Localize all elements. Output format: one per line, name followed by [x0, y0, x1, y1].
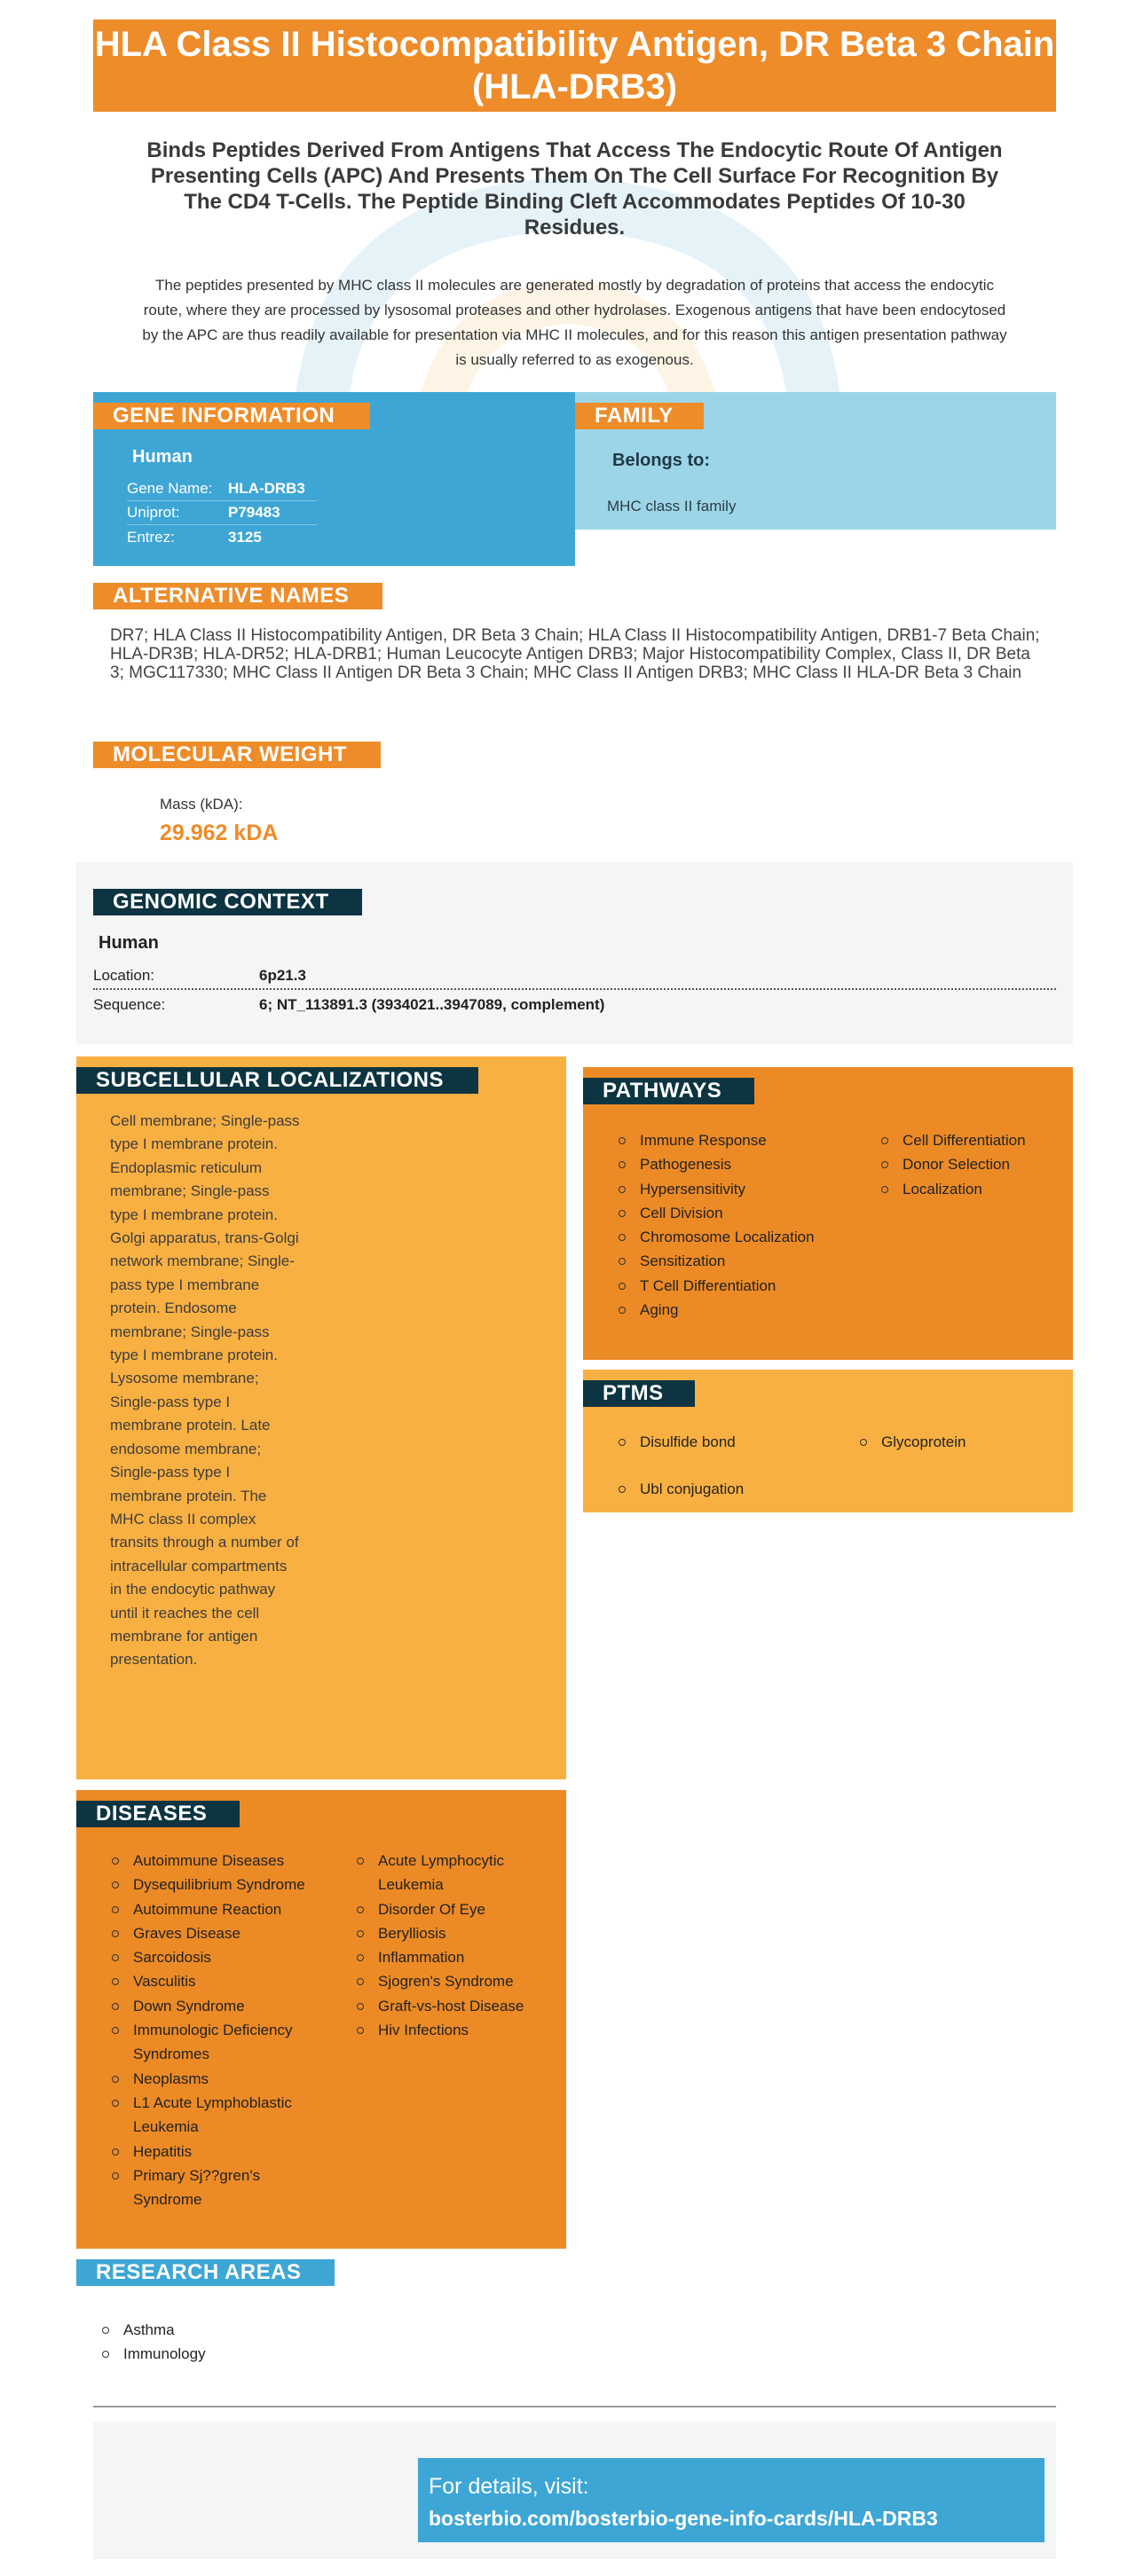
details-link-box[interactable]	[418, 2458, 1044, 2542]
ptm-item: Glycoprotein	[860, 1430, 1037, 1454]
ptms-list-col1	[619, 1430, 849, 1525]
family-belongs-label: Belongs to:	[612, 451, 710, 470]
genomic-location-row	[93, 963, 1056, 990]
gene-row-value: 3125	[228, 528, 262, 546]
research-area-item: Asthma	[102, 2318, 368, 2342]
disease-item: Sjogren's Syndrome	[357, 1969, 552, 1993]
molecular-weight-heading: MOLECULAR WEIGHT	[93, 742, 381, 768]
pathway-item: Chromosome Localization	[619, 1225, 849, 1249]
location-value: 6p21.3	[259, 967, 306, 984]
gene-info-table	[127, 477, 317, 549]
disease-item: Acute Lymphocytic Leukemia	[357, 1849, 552, 1897]
diseases-section	[76, 1790, 566, 2249]
family-section	[575, 392, 1056, 530]
alternative-names-text: DR7; HLA Class II Histocompatibility Antigen, DR Beta 3 Chain; HLA Class II Histocompatibility Antigen, DRB1-7 Beta Chain; HLA-DR3B; HLA-DR52; HLA-DRB1; Human Leucocyte Antigen DRB3; Major Histocompatibility Complex, Class II, DR Beta 3; MGC117330; MHC Class II Antigen DR Beta 3 Chain; MHC Class II Antigen DRB3; MHC Class II HLA-DR Beta 3 Chain	[110, 626, 1040, 682]
mass-value: 29.962 kDA	[160, 821, 279, 845]
ptm-item: Disulfide bond	[619, 1430, 849, 1454]
ptms-section	[583, 1370, 1073, 1512]
disease-item: Autoimmune Diseases	[112, 1849, 325, 1873]
disease-item: Graves Disease	[112, 1921, 325, 1945]
pathway-item: Cell Differentiation	[881, 1128, 1059, 1152]
pathways-list-col1	[619, 1128, 849, 1322]
genomic-context-heading: GENOMIC CONTEXT	[93, 889, 362, 915]
genomic-context-section	[76, 862, 1073, 1044]
gene-information-heading: GENE INFORMATION	[93, 403, 370, 429]
disease-item: Neoplasms	[112, 2067, 325, 2091]
diseases-list-col1	[112, 1849, 325, 2211]
disease-item: Sarcoidosis	[112, 1945, 325, 1969]
sequence-label: Sequence:	[93, 996, 166, 1013]
pathway-item: T Cell Differentiation	[619, 1274, 849, 1298]
gene-row-value: HLA-DRB3	[228, 480, 305, 497]
gene-information-section	[93, 392, 575, 566]
pathway-item: Donor Selection	[881, 1152, 1059, 1176]
details-url-link[interactable]: bosterbio.com/bosterbio-gene-info-cards/HLA-DRB3	[429, 2507, 938, 2530]
ptms-heading: PTMS	[583, 1380, 695, 1407]
alternative-names-heading: ALTERNATIVE NAMES	[93, 583, 382, 609]
function-summary: Binds Peptides Derived From Antigens That Access The Endocytic Route Of Antigen Presenting Cells (APC) And Presents Them On The Cell Surface For Recognition By The CD4 T-Cells. The Peptide Binding Cleft Accommodates Peptides Of 10-30 Residues.	[146, 138, 1003, 240]
pathway-item: Sensitization	[619, 1249, 849, 1273]
pathways-list-col2	[881, 1128, 1059, 1201]
pathway-item: Pathogenesis	[619, 1152, 849, 1176]
disease-item: Dysequilibrium Syndrome	[112, 1873, 325, 1897]
pathway-item: Hypersensitivity	[619, 1177, 849, 1201]
gene-row-value: P79483	[228, 504, 280, 521]
sequence-value: 6; NT_113891.3 (3934021..3947089, complement)	[259, 996, 605, 1013]
disease-item: Primary Sj??gren's Syndrome	[112, 2164, 325, 2212]
gene-row-label: Entrez:	[127, 528, 175, 546]
ptms-list-col2	[860, 1430, 1037, 1454]
gene-row-label: Uniprot:	[127, 504, 180, 521]
diseases-heading: DISEASES	[76, 1801, 240, 1827]
gene-row-name	[127, 477, 317, 501]
subcellular-heading: SUBCELLULAR LOCALIZATIONS	[76, 1067, 478, 1094]
disease-item: Down Syndrome	[112, 1994, 325, 2018]
title-banner	[93, 20, 1056, 112]
location-label: Location:	[93, 967, 154, 984]
disease-item: Vasculitis	[112, 1969, 325, 1993]
gene-organism: Human	[132, 447, 193, 467]
gene-row-entrez	[127, 525, 317, 549]
disease-item: L1 Acute Lymphoblastic Leukemia	[112, 2091, 325, 2140]
pathway-item: Immune Response	[619, 1128, 849, 1152]
research-area-item: Immunology	[102, 2342, 368, 2366]
gene-row-label: Gene Name:	[127, 480, 213, 497]
diseases-list-col2	[357, 1849, 552, 2042]
research-areas-list	[102, 2318, 368, 2367]
pathways-section	[583, 1067, 1073, 1360]
pathways-heading: PATHWAYS	[583, 1078, 754, 1104]
disease-item: Immunologic Deficiency Syndromes	[112, 2018, 325, 2067]
pathway-item: Localization	[881, 1177, 1059, 1201]
disease-item: Autoimmune Reaction	[112, 1897, 325, 1921]
ptm-item: Ubl conjugation	[619, 1477, 849, 1501]
subcellular-text: Cell membrane; Single-pass type I membrane protein. Endoplasmic reticulum membrane; Single-pass type I membrane protein. Golgi apparatus, trans-Golgi network membrane; Single-pass type I membrane protein. Endosome membrane; Single-pass type I membrane protein. Lysosome membrane; Single-pass type I membrane protein. Late endosome membrane; Single-pass type I membrane protein. The MHC class II complex transits through a number of intracellular compartments in the endocytic pathway until it reaches the cell membrane for antigen presentation.	[110, 1112, 300, 1669]
gene-row-uniprot	[127, 501, 317, 525]
disease-item: Inflammation	[357, 1945, 552, 1969]
pathway-item: Aging	[619, 1298, 849, 1322]
research-areas-heading: RESEARCH AREAS	[76, 2259, 335, 2286]
page-title: HLA Class II Histocompatibility Antigen, DR Beta 3 Chain (HLA-DRB3)	[94, 25, 1055, 106]
disease-item: Disorder Of Eye	[357, 1897, 552, 1921]
family-value: MHC class II family	[607, 498, 737, 514]
disease-item: Graft-vs-host Disease	[357, 1994, 552, 2018]
subcellular-localizations-section	[76, 1056, 566, 1779]
family-heading: FAMILY	[575, 403, 704, 429]
genomic-organism: Human	[99, 933, 159, 953]
disease-item: Berylliosis	[357, 1921, 552, 1945]
disease-item: Hiv Infections	[357, 2018, 552, 2042]
mass-label: Mass (kDA):	[160, 796, 243, 813]
details-label: For details, visit:	[429, 2474, 589, 2499]
genomic-sequence-row	[93, 992, 1056, 1018]
pathway-item: Cell Division	[619, 1201, 849, 1225]
footer-divider	[93, 2406, 1056, 2407]
intro-paragraph: The peptides presented by MHC class II molecules are generated mostly by degradation of proteins that access the endocytic route, where they are processed by lysosomal proteases and other hydrolases. Exogenous antigens that have been endocytosed by the APC are thus readily available for presentation via MHC II molecules, and for this reason this antigen presentation pathway is usually referred to as exogenous.	[142, 277, 1007, 368]
disease-item: Hepatitis	[112, 2140, 325, 2164]
